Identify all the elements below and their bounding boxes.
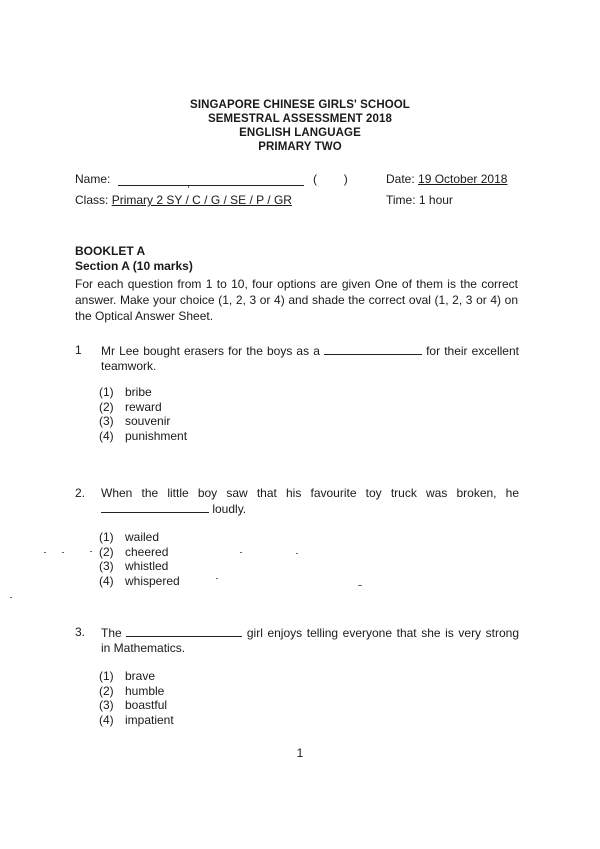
instructions: For each question from 1 to 10, four options are given One of them is the correct answer. Make your choice (1, 2, 3 or 4) and shade the correct oval (1, 2, 3 or 4) on the Optical Answer Sheet.: [75, 277, 518, 323]
scan-speck: [188, 186, 189, 188]
time-value: 1 hour: [418, 193, 453, 207]
scan-speck: [240, 552, 242, 553]
subject-title: ENGLISH LANGUAGE: [239, 127, 361, 139]
option-number: (1): [99, 669, 114, 683]
option-text: whistled: [125, 559, 169, 573]
question-number: 1: [75, 343, 82, 357]
option-number: (2): [99, 683, 114, 698]
option-3: [99, 698, 174, 713]
assessment-title: SEMESTRAL ASSESSMENT 2018: [208, 113, 392, 125]
option-2: [99, 684, 174, 699]
class-row: [75, 193, 520, 207]
option-number: (2): [99, 399, 114, 414]
scan-speck: [10, 597, 12, 598]
register-number-paren: ( ): [313, 172, 348, 186]
name-label: Name:: [75, 172, 111, 186]
option-number: (4): [99, 712, 114, 727]
scan-speck: [62, 552, 64, 553]
scan-speck: [296, 553, 298, 554]
question-text-after: for their excellent teamwork.: [101, 344, 519, 373]
option-number: (3): [99, 414, 114, 428]
question-text-before: Mr Lee bought erasers for the boys as a: [101, 344, 320, 358]
page-number: 1: [296, 746, 304, 760]
section-title: Section A (10 marks): [75, 259, 193, 273]
option-number: (1): [99, 530, 114, 544]
scan-speck: [44, 552, 46, 553]
option-2: [99, 545, 180, 560]
date-field: [386, 172, 507, 186]
option-text: cheered: [125, 544, 169, 559]
options-list: [99, 385, 187, 443]
option-1: [99, 385, 187, 400]
option-text: souvenir: [125, 414, 171, 428]
option-text: wailed: [125, 530, 160, 544]
question-text-before: When the little boy saw that his favourite toy truck was broken, he: [101, 486, 519, 500]
date-label: Date:: [386, 172, 415, 186]
exam-header: [0, 98, 600, 154]
question-text-after: girl enjoys telling everyone that she is very strong in Mathematics.: [101, 626, 519, 655]
question-text: [101, 625, 519, 656]
option-1: [99, 669, 174, 684]
option-4: [99, 429, 187, 444]
booklet-title: BOOKLET A: [75, 244, 146, 258]
question-text: [101, 486, 519, 517]
option-2: [99, 400, 187, 415]
question-number: 2.: [75, 486, 86, 500]
option-number: (4): [99, 573, 114, 588]
option-text: humble: [125, 683, 165, 698]
option-text: bribe: [125, 385, 152, 399]
date-value: 19 October 2018: [418, 172, 508, 186]
school-name: SINGAPORE CHINESE GIRLS' SCHOOL: [190, 99, 410, 111]
question-text-before: The: [101, 626, 122, 640]
name-blank: [118, 173, 304, 186]
option-text: whispered: [125, 573, 180, 588]
time-field: [386, 193, 453, 207]
answer-blank: [101, 501, 209, 513]
option-text: impatient: [125, 712, 174, 727]
option-number: (1): [99, 385, 114, 399]
option-4: [99, 574, 180, 589]
option-text: reward: [125, 399, 162, 414]
question-text: [101, 343, 519, 374]
booklet-heading: [75, 244, 193, 274]
class-label: Class:: [75, 193, 109, 207]
option-number: (3): [99, 698, 114, 712]
option-text: boastful: [125, 698, 168, 712]
option-number: (3): [99, 559, 114, 573]
scan-speck: [216, 578, 218, 579]
option-4: [99, 713, 174, 728]
option-number: (4): [99, 428, 114, 443]
option-1: [99, 530, 180, 545]
scan-speck: [358, 585, 362, 586]
answer-blank: [324, 343, 422, 355]
answer-blank: [126, 625, 242, 637]
question-number: 3.: [75, 625, 86, 639]
options-list: [99, 530, 180, 588]
time-label: Time:: [386, 193, 416, 207]
question-text-after: loudly.: [212, 502, 247, 516]
scan-speck: [90, 551, 92, 552]
option-3: [99, 414, 187, 429]
option-number: (2): [99, 544, 114, 559]
name-row: [75, 172, 520, 186]
option-3: [99, 559, 180, 574]
class-value: Primary 2 SY / C / G / SE / P / GR: [111, 193, 292, 207]
level-title: PRIMARY TWO: [258, 141, 342, 153]
option-text: punishment: [125, 428, 188, 443]
options-list: [99, 669, 174, 727]
option-text: brave: [125, 669, 156, 683]
